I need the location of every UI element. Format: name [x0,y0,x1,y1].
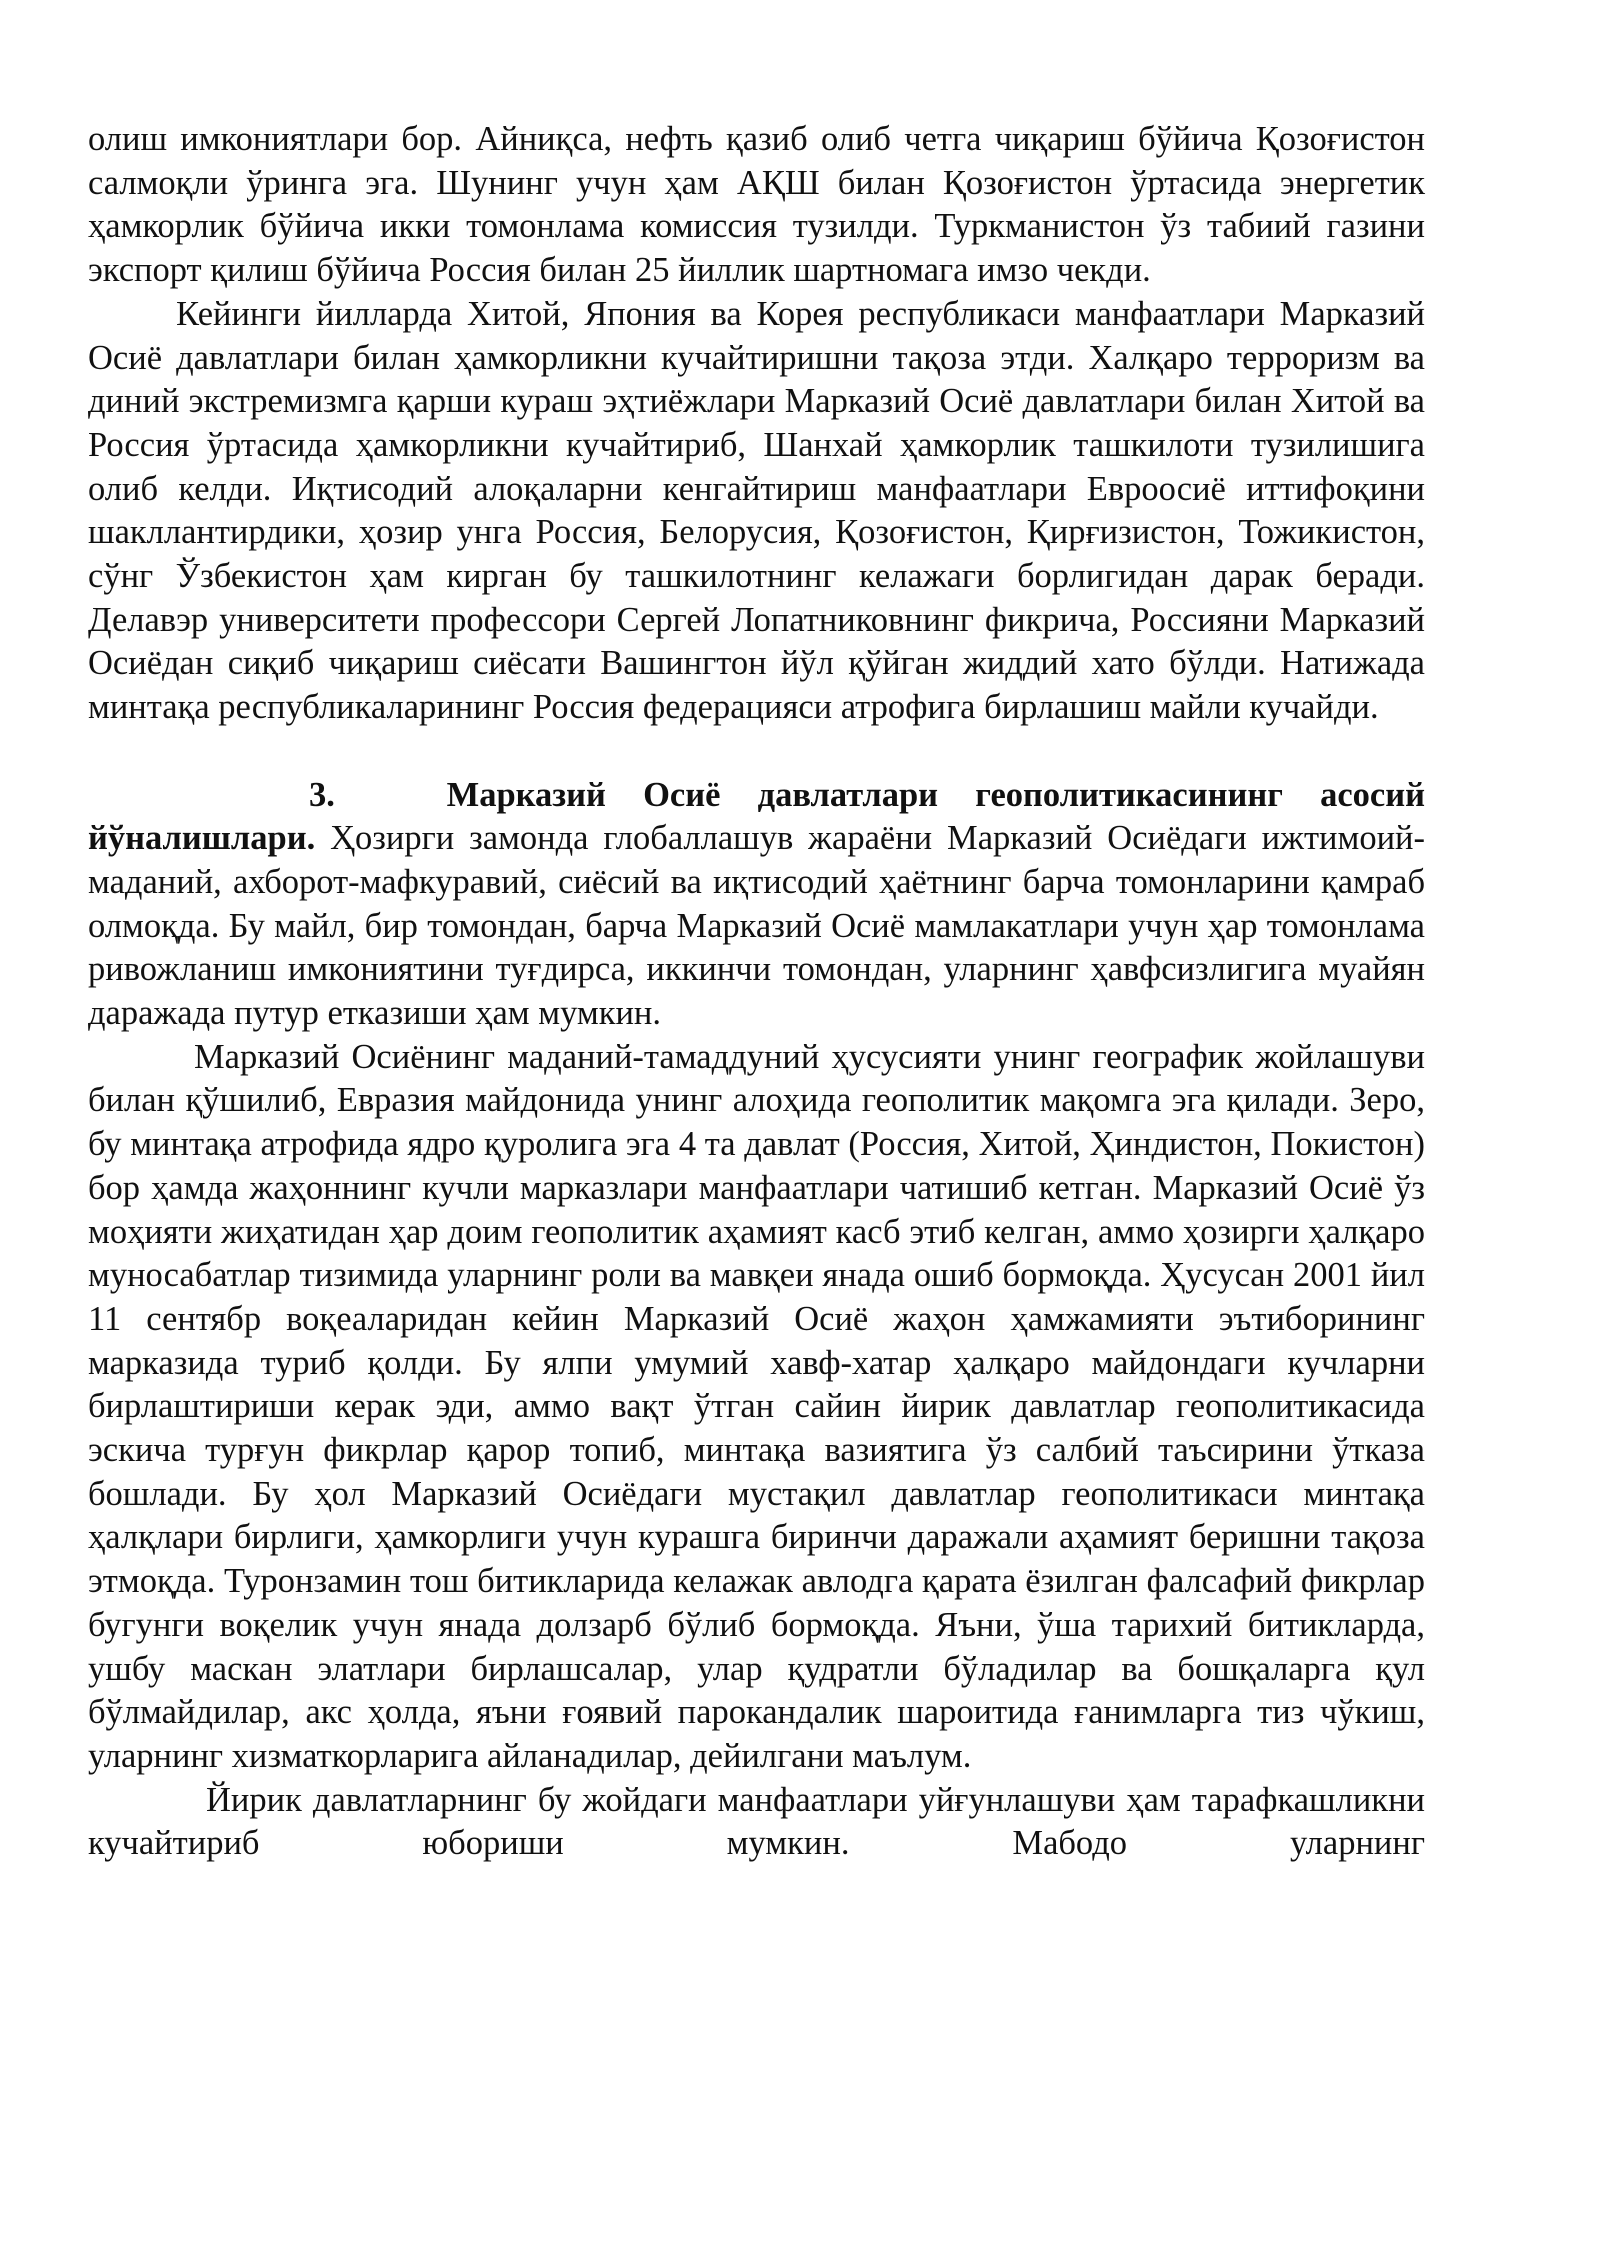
paragraph-geopolitical-status: Марказий Осиёнинг маданий-тамаддуний ҳусусияти унинг географик жойлашуви билан қўшилиб, Евразия майдонида унинг алоҳида геополитик мақомга эга қилади. Зеро, бу минтақа атрофида ядро қуролига эга 4 та давлат (Россия, Хитой, Ҳиндистон, Покистон) бор ҳамда жаҳоннинг кучли марказлари манфаатлари чатишиб кетган. Марказий Осиё ўз моҳияти жиҳатидан ҳар доим геополитик аҳамият касб этиб келган, аммо ҳозирги ҳалқаро муносабатлар тизимида уларнинг роли ва мавқеи янада ошиб бормоқда. Ҳусусан 2001 йил 11 сентябр воқеаларидан кейин Марказий Осиё жаҳон ҳамжамияти эътиборининг марказида туриб қолди. Бу ялпи умумий хавф-хатар ҳалқаро майдондаги кучларни бирлаштириши керак эди, аммо вақт ўтган сайин йирик давлатлар геополитикасида эскича турғун фикрлар қарор топиб, минтақа вазиятига ўз салбий таъсирини ўтказа бошлади. Бу ҳол Марказий Осиёдаги мустақил давлатлар геополитикаси минтақа ҳалқлари бирлиги, ҳамкорлиги учун курашга биринчи даражали аҳамият беришни тақоза этмоқда. Туронзамин тош битикларида келажак авлодга қарата ёзилган фалсафий фикрлар бугунги воқелик учун янада долзарб бўлиб бормоқда. Яъни, ўша тарихий битикларда, ушбу маскан элатлари бирлашсалар, улар қудратли бўладилар ва бошқаларга қул бўлмайдилар, акс ҳолда, яъни ғоявий парокандалик шароитида ғанимларга тиз чўкиш, уларнинг хизматкорларига айланадилар, дейилгани маълум. [88,1037,1425,1775]
section-number: 3. [309,775,335,814]
paragraph-regional-interests: Кейинги йилларда Хитой, Япония ва Корея республикаси манфаатлари Марказий Осиё давлатлари билан ҳамкорликни кучайтиришни тақоза этди. Халқаро терроризм ва диний экстремизмга қарши кураш эҳтиёжлари Марказий Осиё давлатлари билан Хитой ва Россия ўртасида ҳамкорликни кучайтириб, Шанхай ҳамкорлик ташкилоти тузилишига олиб келди. Иқтисодий алоқаларни кенгайтириш манфаатлари Евроосиё иттифоқини шакллантирдики, ҳозир унга Россия, Белорусия, Қозоғистон, Қирғизистон, Тожикистон, сўнг Ўзбекистон ҳам кирган бу ташкилотнинг келажаги борлигидан дарак беради. Делавэр университети профессори Сергей Лопатниковнинг фикрича, Россияни Марказий Осиёдан сиқиб чиқариш сиёсати Вашингтон йўл қўйган жиддий хато бўлди. Натижада минтақа республикаларининг Россия федерацияси атрофига бирлашиш майли кучайди. [88,294,1425,727]
section-heading: Марказий Осиё давлатлари геополитикасининг асосий йўналишлари. [88,775,1426,858]
document-page [88,118,1425,1866]
section-body: Ҳозирги замонда глобаллашув жараёни Марказий Осиёдаги ижтимоий-маданий, ахборот-мафкуравий, сиёсий ва иқтисодий ҳаётнинг барча томонларини қамраб олмоқда. Бу майл, бир томондан, барча Марказий Осиё мамлакатлари учун ҳар томонлама ривожланиш имкониятини туғдирса, иккинчи томондан, уларнинг ҳавфсизлигига муайян даражада путур етказиши ҳам мумкин. [88,819,1425,1033]
section-3 [88,774,1425,1036]
paragraph-great-powers: Йирик давлатларнинг бу жойдаги манфаатлари уйғунлашуви ҳам тарафкашликни кучайтириб юбориши мумкин. Мабодо уларнинг [88,1780,1425,1863]
paragraph-intro-continuation: олиш имкониятлари бор. Айниқса, нефть қазиб олиб четга чиқариш бўйича Қозоғистон салмоқли ўринга эга. Шунинг учун ҳам АҚШ билан Қозоғистон ўртасида энергетик ҳамкорлик бўйича икки томонлама комиссия тузилди. Туркманистон ўз табиий газини экспорт қилиш бўйича Россия билан 25 йиллик шартномага имзо чекди. [88,120,1425,290]
